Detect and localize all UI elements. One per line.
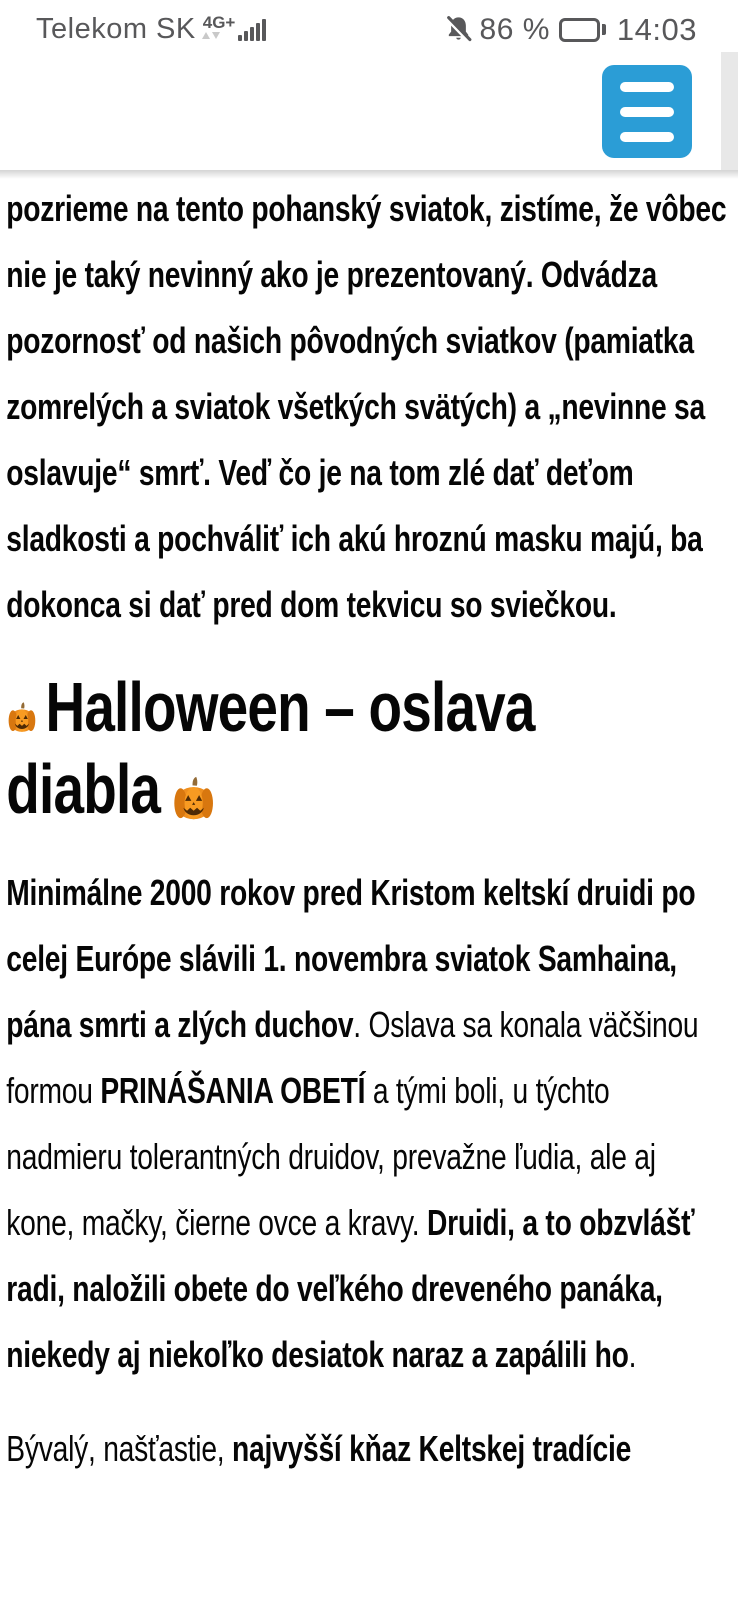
status-left bbox=[36, 13, 266, 46]
paragraph-priest: Bývalý, našťastie, najvyšší kňaz Keltskej tradície bbox=[6, 1428, 632, 1469]
section-heading: Halloween – oslava diabla bbox=[6, 668, 535, 828]
jack-o-lantern-icon bbox=[171, 775, 216, 821]
jack-o-lantern-icon bbox=[6, 701, 37, 733]
paragraph-samhain: Minimálne 2000 rokov pred Kristom keltskí druidi po celej Európe slávili 1. novembra sviatok Samhaina, pána smrti a zlých duchov. Oslava sa konala väčšinou formou PRINÁŠANIA OBETÍ a tými boli, u týchto nadmieru tolerantných druidov, prevažne ľudia, ale aj kone, mačky, čierne ovce a kravy. Druidi, a to obzvlášť radi, naložili obete do veľkého dreveného panáka, niekedy aj niekoľko desiatok naraz a zapálili ho. bbox=[6, 872, 699, 1375]
status-bar bbox=[0, 0, 738, 57]
clock: 14:03 bbox=[616, 11, 697, 47]
status-right bbox=[443, 12, 697, 48]
page-edge-gap bbox=[721, 52, 738, 170]
network-type-badge: 4G+ bbox=[203, 15, 236, 39]
battery-percent: 86 % bbox=[479, 12, 550, 46]
up-down-arrows-icon bbox=[202, 32, 220, 39]
battery-icon bbox=[559, 18, 606, 42]
menu-button[interactable] bbox=[602, 65, 692, 158]
article-body bbox=[0, 170, 738, 1482]
app-header bbox=[0, 57, 738, 170]
hamburger-icon bbox=[620, 82, 674, 92]
paragraph-intro: pozrieme na tento pohanský sviatok, zistíme, že vôbec nie je taký nevinný ako je prezentovaný. Odvádza pozornosť od našich pôvodných sviatkov (pamiatka zomrelých a sviatok všetkých svätých) a „nevinne sa oslavuje“ smrť. Veď čo je na tom zlé dať deťom sladkosti a pochváliť ich akú hroznú masku majú, ba dokonca si dať pred dom tekvicu so sviečkou. bbox=[6, 188, 727, 625]
carrier-label: Telekom SK bbox=[36, 13, 196, 45]
signal-bars-icon bbox=[238, 17, 266, 43]
bell-slash-icon bbox=[443, 14, 474, 45]
